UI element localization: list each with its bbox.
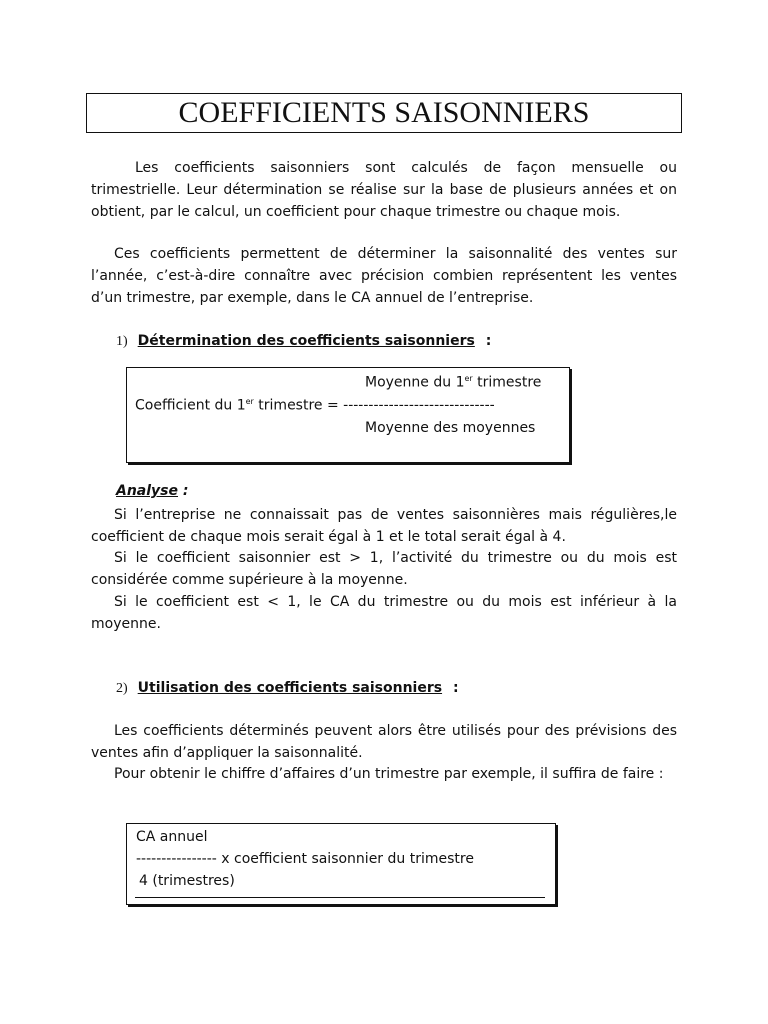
section-2-colon: : (452, 680, 459, 696)
section-2-paragraph-1: Les coefficients déterminés peuvent alors être utilisés pour des prévisions des ventes afin d’appliquer la saisonnalité. (91, 723, 677, 761)
forecast-line-2: ---------------- x coefficient saisonnier du trimestre (136, 851, 474, 867)
intro-paragraph-2: Ces coefficients permettent de déterminer la saisonnalité des ventes sur l’année, c’est-à-dire connaître avec précision combien représentent les ventes d’un trimestre, par exemple, dans le CA annuel de l’entreprise. (91, 246, 677, 306)
analyse-heading (116, 483, 189, 499)
analyse-paragraph-2: Si le coefficient saisonnier est > 1, l’activité du trimestre ou du mois est considérée comme supérieure à la moyenne. (91, 550, 677, 588)
analyse-paragraph-3: Si le coefficient est < 1, le CA du trimestre ou du mois est inférieur à la moyenne. (91, 594, 677, 632)
section-2-paragraph-2: Pour obtenir le chiffre d’affaires d’un trimestre par exemple, il suffira de faire : (114, 766, 664, 782)
section-1-label: Détermination des coefficients saisonniers (137, 333, 475, 349)
forecast-underline (135, 897, 545, 898)
forecast-formula-box (126, 823, 556, 905)
coefficient-formula-box (126, 367, 570, 463)
section-2-label: Utilisation des coefficients saisonniers (137, 680, 443, 696)
section-2-heading (116, 677, 459, 700)
intro-paragraph-1: Les coefficients saisonniers sont calculés de façon mensuelle ou trimestrielle. Leur détermination se réalise sur la base de plusieurs années et on obtient, par le calcul, un coefficient pour chaque trimestre ou chaque mois. (91, 160, 677, 220)
analyse-label: Analyse (116, 483, 179, 499)
analyse-paragraph-1: Si l’entreprise ne connaissait pas de ventes saisonnières mais régulières,le coefficient de chaque mois serait égal à 1 et le total serait égal à 4. (91, 507, 677, 545)
page-title: COEFFICIENTS SAISONNIERS (86, 93, 682, 133)
analyse-colon: : (178, 483, 189, 499)
formula-lhs: Coefficient du 1er trimestre = ------------------------------ (135, 397, 495, 414)
formula-denominator: Moyenne des moyennes (365, 420, 536, 436)
forecast-line-3: 4 (trimestres) (139, 873, 235, 889)
formula-numerator: Moyenne du 1er trimestre (365, 374, 542, 391)
section-1-heading (116, 330, 491, 353)
section-1-colon: : (485, 333, 492, 349)
forecast-line-1: CA annuel (136, 829, 208, 845)
section-1-number: 1) (116, 334, 128, 349)
section-2-number: 2) (116, 681, 128, 696)
